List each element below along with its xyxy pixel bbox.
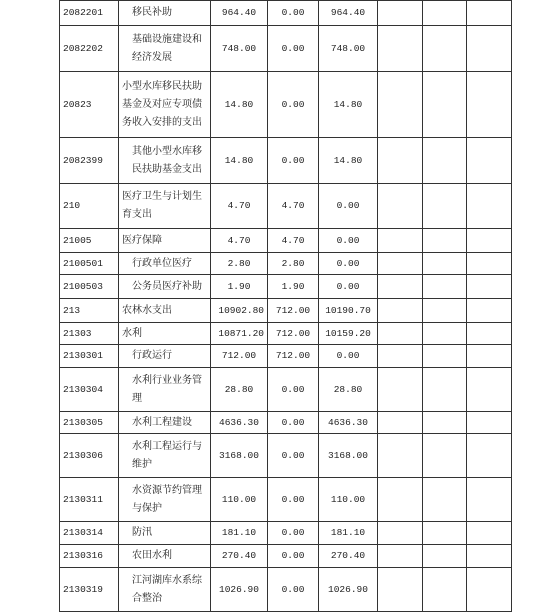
row-basic: 1.90 [268,275,319,299]
row-code: 2130316 [60,545,119,568]
row-total: 1026.90 [211,568,268,612]
row-project: 10159.20 [319,323,378,345]
empty-cell [467,72,512,138]
row-total: 964.40 [211,1,268,26]
row-project: 10190.70 [319,299,378,323]
row-total: 10902.80 [211,299,268,323]
row-total: 270.40 [211,545,268,568]
row-project: 3168.00 [319,434,378,478]
empty-cell [378,368,423,412]
empty-cell [378,412,423,434]
row-name: 农林水支出 [119,299,211,323]
row-code: 2130319 [60,568,119,612]
row-name: 其他小型水库移民扶助基金支出 [119,138,211,184]
row-code: 20823 [60,72,119,138]
row-basic: 0.00 [268,412,319,434]
empty-cell [467,299,512,323]
row-basic: 0.00 [268,26,319,72]
empty-cell [467,545,512,568]
row-project: 181.10 [319,522,378,545]
row-project: 748.00 [319,26,378,72]
row-code: 2130311 [60,478,119,522]
row-project: 0.00 [319,345,378,368]
empty-cell [378,138,423,184]
empty-cell [423,368,467,412]
empty-cell [467,138,512,184]
row-project: 964.40 [319,1,378,26]
row-name: 医疗卫生与计划生育支出 [119,184,211,229]
empty-cell [378,72,423,138]
table-row [60,138,512,184]
empty-cell [467,1,512,26]
row-basic: 0.00 [268,545,319,568]
row-total: 110.00 [211,478,268,522]
empty-cell [423,412,467,434]
row-project: 28.80 [319,368,378,412]
empty-cell [378,299,423,323]
row-basic: 4.70 [268,184,319,229]
empty-cell [423,138,467,184]
row-name: 水资源节约管理与保护 [119,478,211,522]
empty-cell [423,26,467,72]
row-name: 水利工程建设 [119,412,211,434]
row-code: 2082399 [60,138,119,184]
empty-cell [378,345,423,368]
empty-cell [378,275,423,299]
row-total: 10871.20 [211,323,268,345]
row-total: 1.90 [211,275,268,299]
empty-cell [423,345,467,368]
row-basic: 4.70 [268,229,319,253]
row-code: 21303 [60,323,119,345]
row-code: 2082201 [60,1,119,26]
table-row [60,253,512,275]
empty-cell [378,522,423,545]
row-basic: 0.00 [268,1,319,26]
empty-cell [378,434,423,478]
empty-cell [467,568,512,612]
table-row [60,412,512,434]
table-row [60,568,512,612]
row-name: 水利 [119,323,211,345]
empty-cell [467,253,512,275]
empty-cell [467,345,512,368]
row-code: 2100503 [60,275,119,299]
empty-cell [423,522,467,545]
row-total: 28.80 [211,368,268,412]
table-row [60,545,512,568]
empty-cell [423,275,467,299]
empty-cell [423,1,467,26]
empty-cell [467,522,512,545]
empty-cell [467,26,512,72]
table-row [60,72,512,138]
empty-cell [423,434,467,478]
table-row [60,522,512,545]
row-code: 210 [60,184,119,229]
empty-cell [423,568,467,612]
row-code: 2130301 [60,345,119,368]
row-project: 0.00 [319,184,378,229]
row-code: 2130306 [60,434,119,478]
empty-cell [467,412,512,434]
empty-cell [378,184,423,229]
empty-cell [378,545,423,568]
row-total: 748.00 [211,26,268,72]
empty-cell [423,478,467,522]
table-row [60,434,512,478]
empty-cell [378,1,423,26]
empty-cell [378,323,423,345]
empty-cell [467,275,512,299]
row-name: 基础设施建设和经济发展 [119,26,211,72]
table-row [60,345,512,368]
empty-cell [423,253,467,275]
row-basic: 0.00 [268,368,319,412]
empty-cell [378,229,423,253]
row-total: 14.80 [211,72,268,138]
row-project: 4636.30 [319,412,378,434]
row-name: 防汛 [119,522,211,545]
row-basic: 0.00 [268,478,319,522]
table-row [60,368,512,412]
empty-cell [467,323,512,345]
row-name: 行政运行 [119,345,211,368]
row-basic: 0.00 [268,138,319,184]
row-project: 14.80 [319,72,378,138]
empty-cell [423,229,467,253]
row-name: 医疗保障 [119,229,211,253]
empty-cell [423,545,467,568]
budget-sheet [59,0,512,612]
row-code: 2130314 [60,522,119,545]
row-total: 712.00 [211,345,268,368]
row-name: 农田水利 [119,545,211,568]
empty-cell [378,478,423,522]
row-name: 江河湖库水系综合整治 [119,568,211,612]
row-basic: 0.00 [268,522,319,545]
empty-cell [423,72,467,138]
row-basic: 0.00 [268,72,319,138]
table-row [60,229,512,253]
empty-cell [423,323,467,345]
row-total: 4.70 [211,229,268,253]
table-row [60,275,512,299]
empty-cell [467,368,512,412]
table-row [60,184,512,229]
empty-cell [378,253,423,275]
row-code: 213 [60,299,119,323]
row-name: 水利行业业务管理 [119,368,211,412]
row-total: 181.10 [211,522,268,545]
row-basic: 0.00 [268,568,319,612]
row-code: 2100501 [60,253,119,275]
row-name: 行政单位医疗 [119,253,211,275]
row-total: 4636.30 [211,412,268,434]
table-row [60,299,512,323]
row-total: 4.70 [211,184,268,229]
empty-cell [467,229,512,253]
table-row [60,26,512,72]
row-total: 2.80 [211,253,268,275]
row-code: 2130305 [60,412,119,434]
row-project: 0.00 [319,229,378,253]
row-basic: 712.00 [268,345,319,368]
row-name: 水利工程运行与维护 [119,434,211,478]
table-row [60,323,512,345]
row-code: 2130304 [60,368,119,412]
row-total: 3168.00 [211,434,268,478]
row-project: 270.40 [319,545,378,568]
row-name: 移民补助 [119,1,211,26]
row-basic: 0.00 [268,434,319,478]
empty-cell [423,299,467,323]
table-row [60,478,512,522]
row-basic: 712.00 [268,323,319,345]
empty-cell [467,184,512,229]
row-project: 14.80 [319,138,378,184]
empty-cell [423,184,467,229]
row-basic: 712.00 [268,299,319,323]
row-project: 0.00 [319,253,378,275]
budget-table [59,0,512,612]
empty-cell [467,478,512,522]
row-project: 0.00 [319,275,378,299]
row-basic: 2.80 [268,253,319,275]
empty-cell [467,434,512,478]
empty-cell [378,568,423,612]
row-total: 14.80 [211,138,268,184]
row-name: 小型水库移民扶助基金及对应专项债务收入安排的支出 [119,72,211,138]
empty-cell [378,26,423,72]
row-code: 21005 [60,229,119,253]
row-code: 2082202 [60,26,119,72]
table-row [60,1,512,26]
row-project: 110.00 [319,478,378,522]
row-name: 公务员医疗补助 [119,275,211,299]
row-project: 1026.90 [319,568,378,612]
